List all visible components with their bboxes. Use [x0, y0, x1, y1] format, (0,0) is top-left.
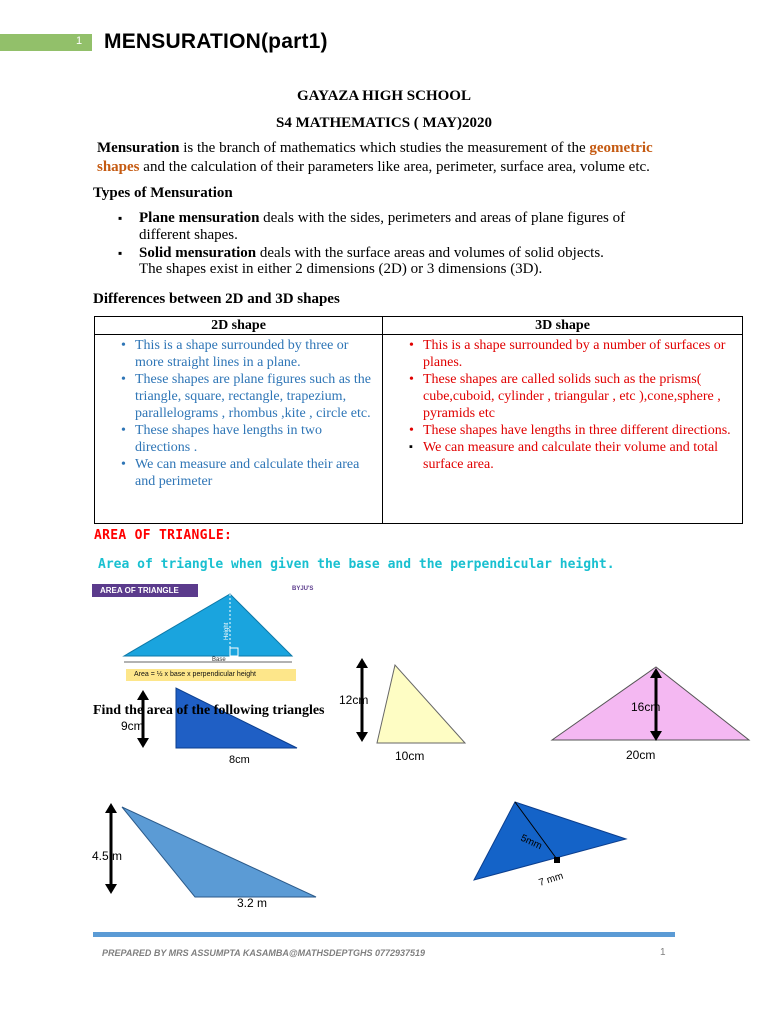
- area-heading: AREA OF TRIANGLE:: [94, 528, 233, 543]
- infographic-formula: Area = ½ x base x perpendicular height: [126, 669, 296, 681]
- school-name: GAYAZA HIGH SCHOOL: [297, 88, 471, 104]
- t4-base-label: 3.2 m: [237, 896, 268, 910]
- list-item-text: deals with the surface areas and volumes of solid objects.: [256, 245, 604, 261]
- infographic-brand: BYJU'S: [292, 586, 314, 592]
- right-angle-mark: [554, 857, 560, 863]
- list-item-term: Solid mensuration: [139, 245, 257, 261]
- footer-text: PREPARED BY MRS ASSUMPTA KASAMBA@MATHSDEPTGHS 0772937519: [102, 948, 426, 958]
- types-note: The shapes exist in either 2 dimensions (2D) or 3 dimensions (3D).: [139, 261, 543, 277]
- intro-paragraph: [97, 139, 687, 177]
- triangle-4: [122, 807, 316, 897]
- arrow-head-icon: [105, 884, 117, 894]
- list-item: • These shapes are called solids such as the prisms( cube,cuboid, cylinder , triangular , etc ),cone,sphere , pyramids etc: [389, 371, 736, 422]
- list-item: • These shapes have lengths in two directions .: [101, 422, 376, 456]
- t3-height-label: 16cm: [631, 700, 661, 714]
- list-item-text: deals with the sides, perimeters and areas of plane figures of different shapes.: [139, 210, 626, 243]
- t4-height-label: 4.5 m: [92, 849, 123, 863]
- intro-highlight: geometric shapes: [97, 140, 653, 175]
- t1-height-label: 9cm: [121, 719, 144, 733]
- column-header-3d: 3D shape: [383, 317, 743, 335]
- arrow-head-icon: [137, 690, 149, 700]
- list-item: [118, 210, 658, 244]
- subject-line: S4 MATHEMATICS ( MAY)2020: [276, 115, 492, 131]
- t2-height-label: 12cm: [339, 693, 369, 707]
- footer-divider: [93, 932, 675, 937]
- triangle-figures: [0, 640, 768, 920]
- cell-3d: [383, 335, 743, 524]
- types-list: [118, 210, 658, 263]
- list-item: • These shapes are plane figures such as the triangle, square, rectangle, trapezium, parallelograms , rhombus ,kite , circle etc.: [101, 371, 376, 422]
- infographic-title: AREA OF TRIANGLE: [92, 584, 198, 597]
- t2-base-label: 10cm: [395, 749, 425, 763]
- t5-height-label: 5mm: [518, 832, 544, 853]
- arrow-head-icon: [356, 732, 368, 742]
- list-item: ▪ We can measure and calculate their volume and total surface area.: [389, 439, 736, 473]
- t3-base-label: 20cm: [626, 748, 656, 762]
- triangle-2: [377, 665, 465, 743]
- list-item: • We can measure and calculate their area and perimeter: [101, 456, 376, 490]
- types-heading: Types of Mensuration: [93, 185, 233, 201]
- t5-base-label: 7 mm: [537, 870, 565, 889]
- exercise-question: [93, 703, 325, 719]
- triangle-5: [474, 802, 626, 880]
- list-item-term: Plane mensuration: [139, 210, 260, 226]
- page-number: 1: [76, 35, 83, 47]
- list-item: • These shapes have lengths in three different directions.: [389, 422, 736, 439]
- arrow-head-icon: [105, 803, 117, 813]
- arrow-head-icon: [356, 658, 368, 668]
- area-subheading: Area of triangle when given the base and the perpendicular height.: [98, 557, 615, 572]
- intro-text-before: is the branch of mathematics which studies the measurement of the: [179, 140, 590, 156]
- intro-term: Mensuration: [97, 140, 180, 156]
- column-header-2d: 2D shape: [95, 317, 383, 335]
- list-item: • This is a shape surrounded by a number of surfaces or planes.: [389, 337, 736, 371]
- arrow-head-icon: [137, 738, 149, 748]
- page-title: MENSURATION(part1): [104, 30, 328, 53]
- height-label: Height: [224, 622, 230, 640]
- t1-base-label: 8cm: [229, 754, 250, 766]
- cell-2d: [95, 335, 383, 524]
- list-item: [118, 245, 658, 262]
- exercise-question-text: Find the area of the following triangles: [93, 703, 325, 718]
- base-label: Base: [212, 657, 226, 663]
- footer-page-number: 1: [660, 947, 666, 958]
- intro-text-after: and the calculation of their parameters like area, perimeter, surface area, volume etc.: [139, 159, 650, 175]
- list-item: • This is a shape surrounded by three or more straight lines in a plane.: [101, 337, 376, 371]
- differences-heading: Differences between 2D and 3D shapes: [93, 291, 340, 307]
- comparison-table: [94, 316, 743, 524]
